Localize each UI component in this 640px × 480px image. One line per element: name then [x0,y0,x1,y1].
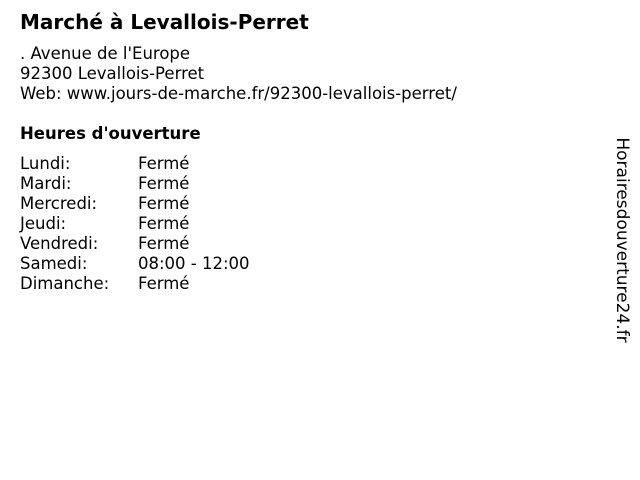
site-watermark: Horairesdouverture24.fr [612,137,632,343]
page-title: Marché à Levallois-Perret [20,10,309,34]
market-address [20,44,457,104]
day-label: Jeudi: [20,214,67,233]
day-hours: Fermé [138,234,190,253]
address-street: . Avenue de l'Europe [20,44,191,63]
hours-row-wednesday [20,194,250,214]
hours-row-saturday [20,254,250,274]
day-label: Mardi: [20,174,72,193]
hours-row-thursday [20,214,250,234]
hours-row-monday [20,154,250,174]
day-hours: Fermé [138,154,190,173]
day-hours: Fermé [138,174,190,193]
hours-row-sunday [20,274,250,294]
hours-row-friday [20,234,250,254]
day-hours: Fermé [138,194,190,213]
day-label: Vendredi: [20,234,99,253]
day-label: Mercredi: [20,194,98,213]
day-label: Lundi: [20,154,71,173]
website-text: Web: www.jours-de-marche.fr/92300-levallois-perret/ [20,84,457,103]
opening-hours-table [20,154,250,294]
hours-row-tuesday [20,174,250,194]
day-label: Samedi: [20,254,88,273]
day-hours: 08:00 - 12:00 [138,254,250,273]
day-label: Dimanche: [20,274,110,293]
address-city: 92300 Levallois-Perret [20,64,205,83]
day-hours: Fermé [138,214,190,233]
day-hours: Fermé [138,274,190,293]
opening-hours-heading: Heures d'ouverture [20,124,201,143]
